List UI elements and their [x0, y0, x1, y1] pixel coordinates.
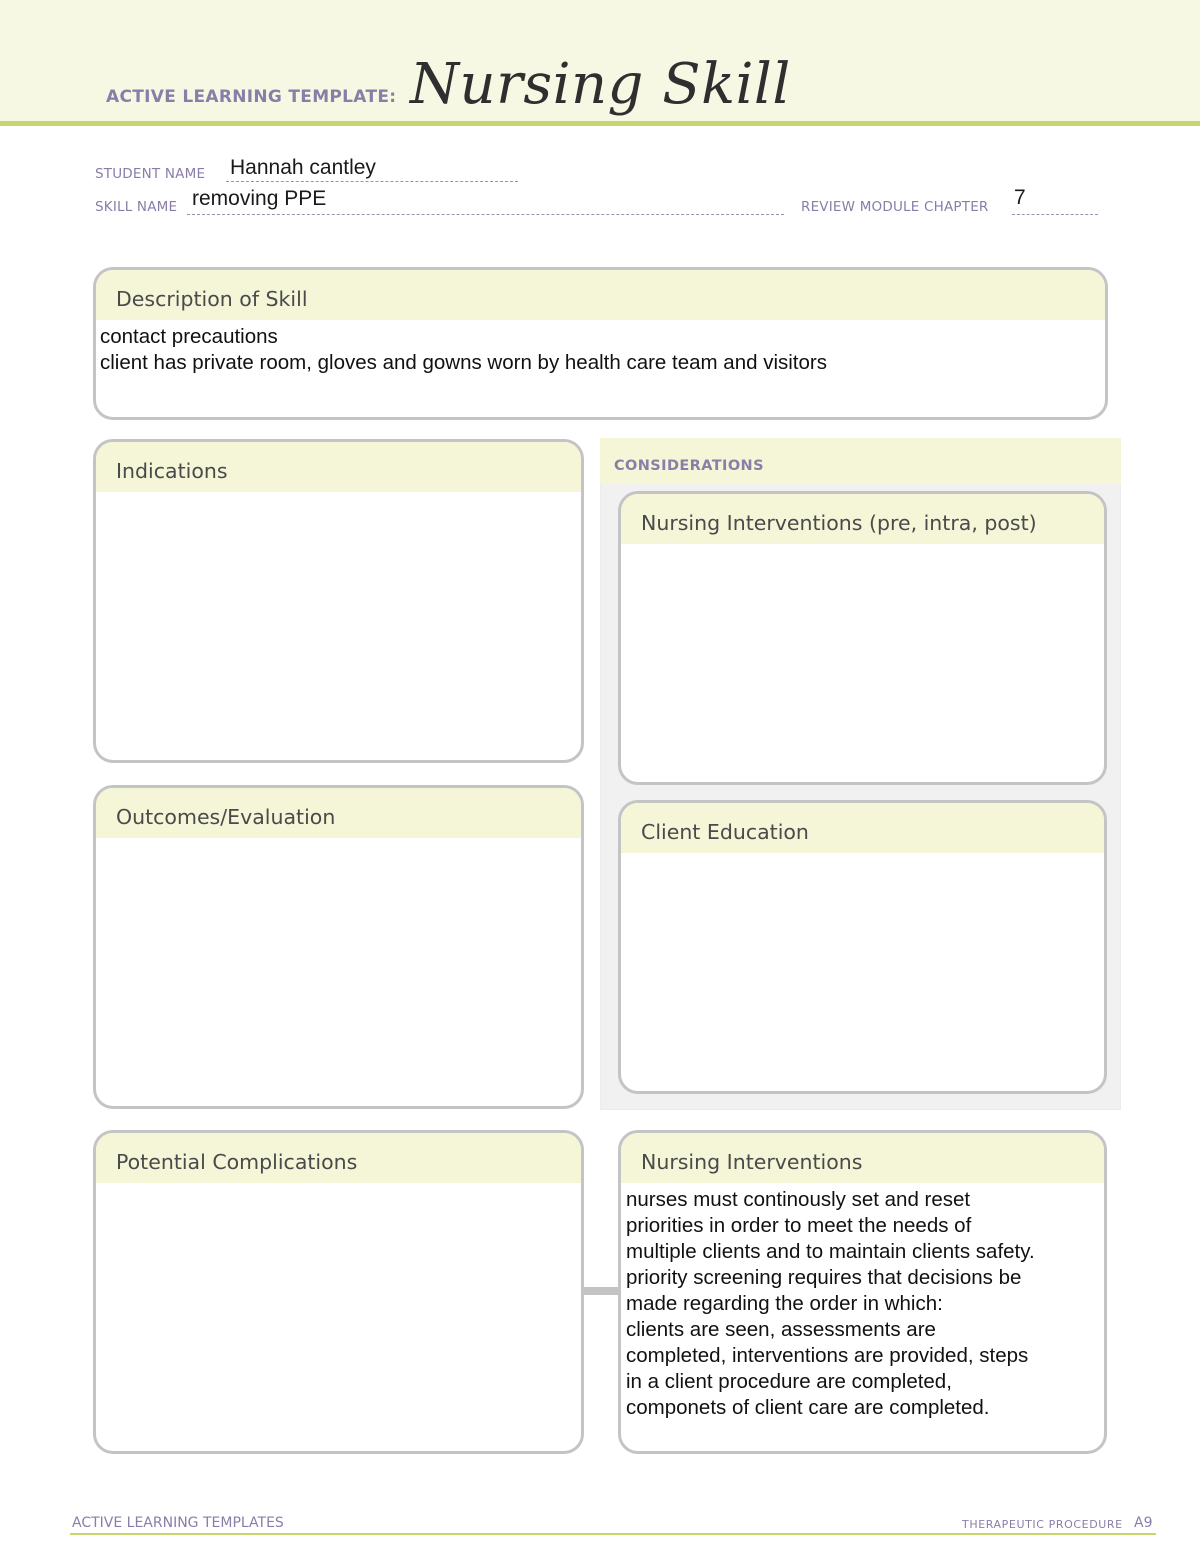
- student-name-field[interactable]: Hannah cantley: [230, 156, 376, 179]
- client-education-panel: [618, 800, 1107, 1094]
- outcomes-text[interactable]: [96, 838, 581, 842]
- student-name-label: STUDENT NAME: [95, 166, 206, 182]
- outcomes-panel: [93, 785, 584, 1109]
- indications-panel: [93, 439, 584, 763]
- skill-name-field[interactable]: removing PPE: [192, 187, 327, 210]
- skill-name-label: SKILL NAME: [95, 199, 178, 215]
- header-rule: [0, 121, 1200, 126]
- considerations-label: CONSIDERATIONS: [614, 458, 764, 474]
- footer-page-number: A9: [1134, 1515, 1153, 1531]
- panel-connector: [581, 1287, 623, 1295]
- description-panel: [93, 267, 1108, 420]
- footer-rule: [70, 1533, 1156, 1535]
- indications-text[interactable]: [96, 492, 581, 496]
- nursing-interventions-pre-panel: [618, 491, 1107, 785]
- description-text[interactable]: contact precautions client has private room, gloves and gowns worn by health care team and visitors: [100, 325, 827, 374]
- nursing-interventions-panel: [618, 1130, 1107, 1454]
- student-name-line: [226, 181, 518, 182]
- nursing-interventions-pre-text[interactable]: [621, 544, 1104, 548]
- nursing-interventions-pre-title: Nursing Interventions (pre, intra, post): [621, 494, 1104, 544]
- skill-name-line: [187, 214, 784, 215]
- outcomes-title: Outcomes/Evaluation: [96, 788, 581, 838]
- footer-left: ACTIVE LEARNING TEMPLATES: [72, 1515, 284, 1531]
- indications-title: Indications: [96, 442, 581, 492]
- review-module-label: REVIEW MODULE CHAPTER: [801, 199, 989, 215]
- potential-complications-text[interactable]: [96, 1183, 581, 1187]
- footer-right: THERAPEUTIC PROCEDURE: [962, 1518, 1123, 1531]
- nursing-interventions-title: Nursing Interventions: [621, 1133, 1104, 1183]
- nursing-interventions-text[interactable]: nurses must continously set and reset priorities in order to meet the needs of multiple clients and to maintain clients safety. priority screening requires that decisions be made regarding the order in which: clients are seen, assessments are completed, interventions are provided, steps in a client procedure are completed, componets of client care are completed.: [626, 1188, 1035, 1419]
- potential-complications-panel: [93, 1130, 584, 1454]
- description-title: Description of Skill: [96, 270, 1105, 320]
- page-title: Nursing Skill: [410, 52, 791, 117]
- review-module-line: [1012, 214, 1098, 215]
- template-label: ACTIVE LEARNING TEMPLATE:: [106, 87, 397, 107]
- potential-complications-title: Potential Complications: [96, 1133, 581, 1183]
- review-module-field[interactable]: 7: [1014, 186, 1026, 209]
- client-education-text[interactable]: [621, 853, 1104, 857]
- client-education-title: Client Education: [621, 803, 1104, 853]
